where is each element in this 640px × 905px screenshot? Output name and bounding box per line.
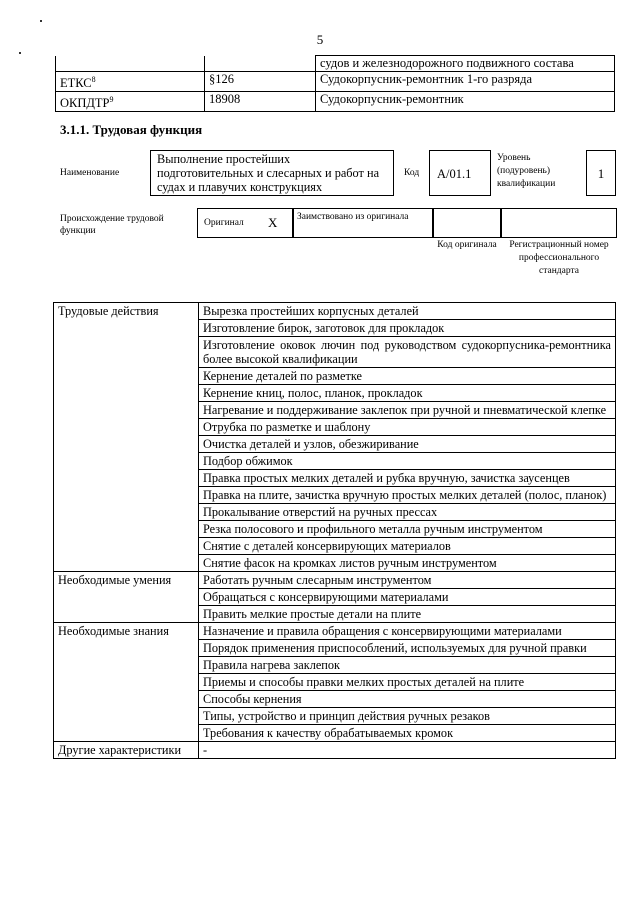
item-cell: Снятие с деталей консервирующих материалов: [199, 538, 616, 555]
item-cell: Править мелкие простые детали на плите: [199, 606, 616, 623]
original-code-box: [432, 208, 502, 238]
table-row: [56, 56, 615, 72]
item-cell: Способы кернения: [199, 691, 616, 708]
cell: Судокорпусник-ремонтник 1-го разряда: [316, 72, 615, 92]
cell: §126: [205, 72, 316, 92]
scan-speck: [40, 20, 42, 22]
original-mark: X: [268, 215, 278, 230]
cell: [56, 56, 205, 72]
origin-label: Происхождение трудовой функции: [60, 214, 164, 236]
item-cell: Нагревание и поддерживание заклепок при ручной и пневматической клепке: [199, 402, 616, 419]
item-cell: Правка на плите, зачистка вручную простых мелких деталей (полос, планок): [199, 487, 616, 504]
category-cell: Необходимые знания: [54, 623, 199, 742]
item-cell: Очистка деталей и узлов, обезжиривание: [199, 436, 616, 453]
function-details-table: [53, 302, 616, 759]
table-row: [54, 572, 616, 589]
function-name: Выполнение простейших подготовительных и слесарных и работ на судах и плавучих конструкциях: [157, 152, 380, 194]
level-value: 1: [597, 166, 605, 181]
item-cell: Вырезка простейших корпусных деталей: [199, 303, 616, 320]
item-cell: Правка простых мелких деталей и рубка вручную, зачистка заусенцев: [199, 470, 616, 487]
code-label: Код: [404, 168, 420, 178]
category-cell: Другие характеристики: [54, 742, 199, 759]
item-cell: Резка полосового и профильного металла ручным инструментом: [199, 521, 616, 538]
item-cell: Подбор обжимок: [199, 453, 616, 470]
table-row: [56, 72, 615, 92]
table-row: [54, 303, 616, 320]
footnote-mark: 8: [91, 75, 96, 84]
name-label: Наименование: [60, 168, 120, 178]
item-cell: Правила нагрева заклепок: [199, 657, 616, 674]
table-row: [56, 92, 615, 112]
reg-caption: Регистрационный номер профессионального стандарта: [509, 240, 609, 276]
cell: [56, 92, 205, 112]
code-value-box: [429, 150, 491, 196]
scan-speck: [19, 52, 21, 54]
category-cell: Трудовые действия: [54, 303, 199, 572]
item-cell: -: [199, 742, 616, 759]
level-label: Уровень (подуровень) квалификации: [497, 153, 556, 189]
table-row: [54, 623, 616, 640]
item-cell: Назначение и правила обращения с консервирующими материалами: [199, 623, 616, 640]
section-title: 3.1.1. Трудовая функция: [60, 122, 203, 137]
reg-number-box: [500, 208, 617, 238]
item-cell: Отрубка по разметке и шаблону: [199, 419, 616, 436]
item-cell: Работать ручным слесарным инструментом: [199, 572, 616, 589]
function-code: А/01.1: [437, 167, 472, 181]
category-cell: Необходимые умения: [54, 572, 199, 623]
label: ОКПДТР: [60, 96, 110, 111]
item-cell: Порядок применения приспособлений, используемых для ручной правки: [199, 640, 616, 657]
item-cell: Кернение книц, полос, планок, прокладок: [199, 385, 616, 402]
original-label: Оригинал: [204, 218, 244, 228]
name-value-box: [150, 150, 394, 196]
cell: [56, 72, 205, 92]
item-cell: Требования к качеству обрабатываемых кромок: [199, 725, 616, 742]
cell: [205, 56, 316, 72]
item-cell: Прокалывание отверстий на ручных прессах: [199, 504, 616, 521]
item-cell: Изготовление оковок лючин под руководством судокорпусника-ремонтника более высокой квалификации: [199, 337, 616, 368]
table-row: [54, 742, 616, 759]
item-cell: Типы, устройство и принцип действия ручных резаков: [199, 708, 616, 725]
classification-table: [55, 55, 615, 112]
item-cell: Приемы и способы правки мелких простых деталей на плите: [199, 674, 616, 691]
borrowed-label: Заимствовано из оригинала: [297, 212, 409, 222]
code-caption: Код оригинала: [437, 240, 497, 250]
borrowed-box: [292, 208, 434, 238]
original-box: [197, 208, 294, 238]
item-cell: Снятие фасок на кромках листов ручным инструментом: [199, 555, 616, 572]
item-cell: Кернение деталей по разметке: [199, 368, 616, 385]
cell: 18908: [205, 92, 316, 112]
label: ЕТКС: [60, 76, 92, 91]
cell: Судокорпусник-ремонтник: [316, 92, 615, 112]
cell: судов и железнодорожного подвижного состава: [316, 56, 615, 72]
level-value-box: [586, 150, 616, 196]
page-number: 5: [316, 32, 324, 47]
footnote-mark: 9: [109, 95, 114, 105]
item-cell: Изготовление бирок, заготовок для прокладок: [199, 320, 616, 337]
item-cell: Обращаться с консервирующими материалами: [199, 589, 616, 606]
